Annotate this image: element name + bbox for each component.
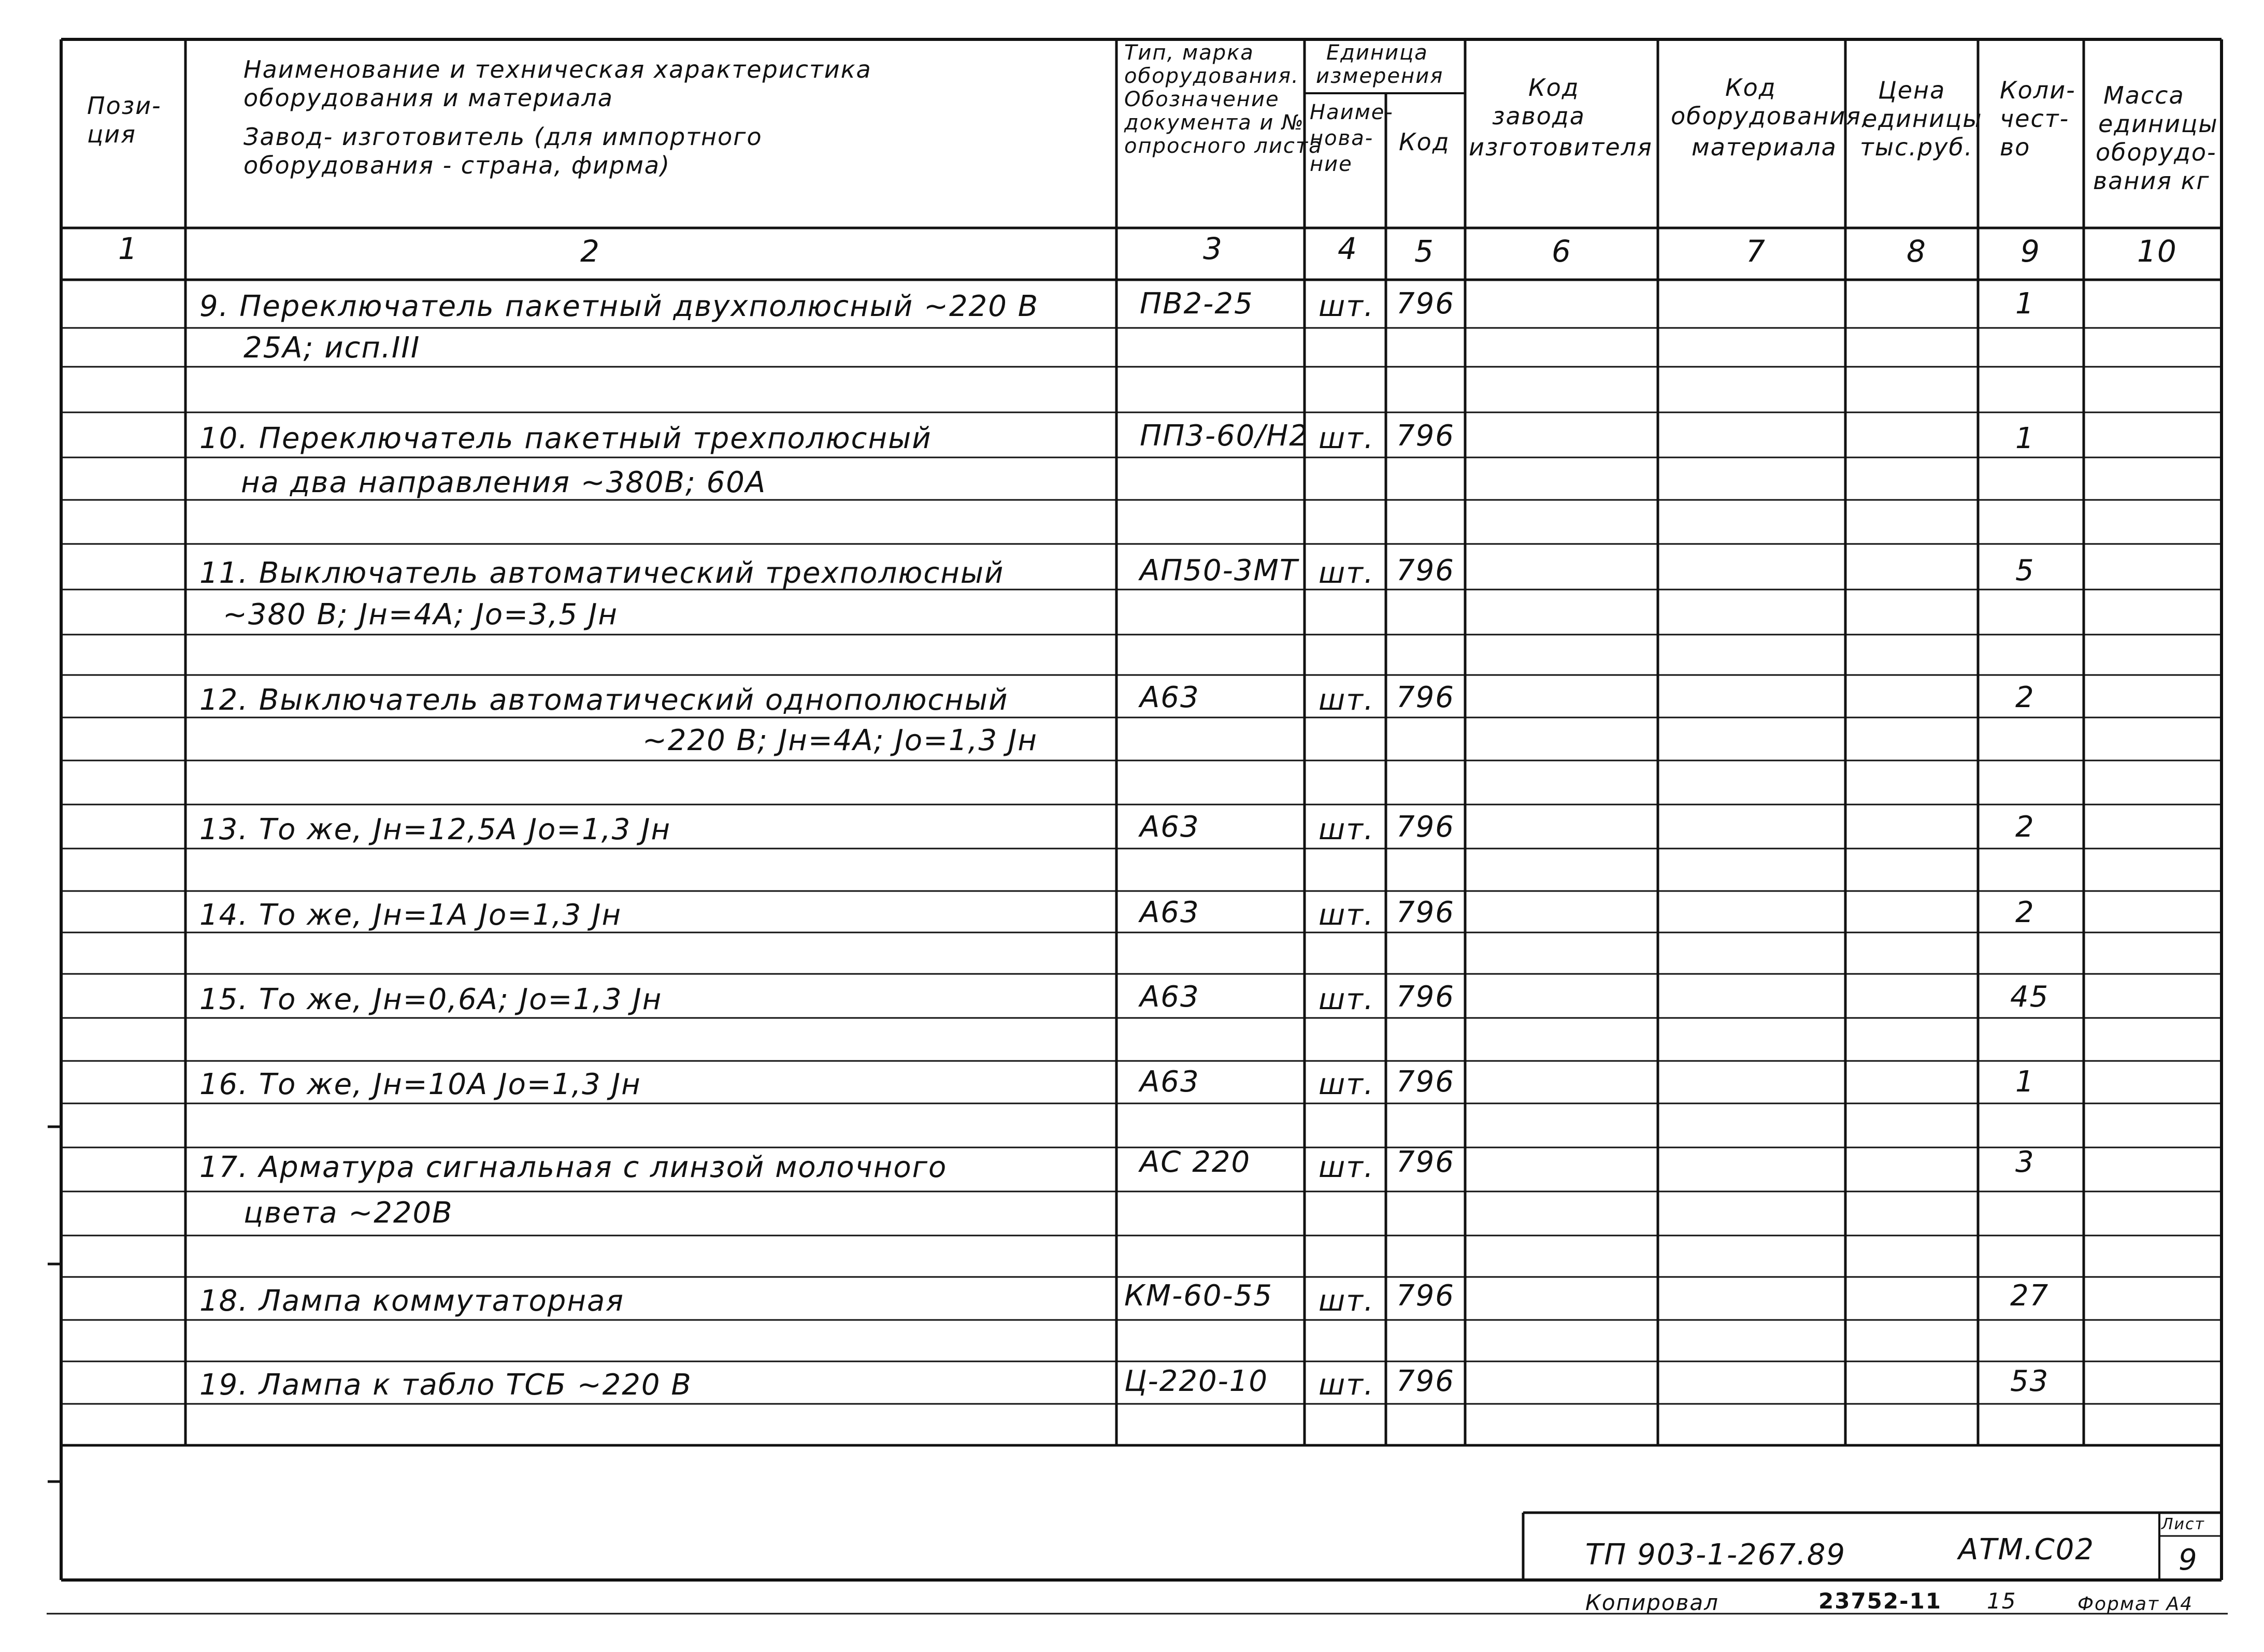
- item-unit-code: 796: [1396, 681, 1455, 714]
- page-count: 15: [1987, 1588, 2017, 1614]
- column-number: 4: [1338, 231, 1358, 266]
- item-name-continuation: 25А; исп.III: [243, 331, 421, 365]
- paper-format: Формат А4: [2077, 1593, 2194, 1615]
- document-code: ТП 903-1-267.89: [1585, 1538, 1846, 1572]
- copied-by: Копировал: [1585, 1590, 1719, 1615]
- table-body: [199, 287, 2049, 1402]
- item-unit: шт.: [1319, 290, 1374, 323]
- item-unit-code: 796: [1396, 810, 1455, 844]
- item-name: 9. Переключатель пакетный двухполюсный ~220 В: [199, 290, 1039, 323]
- item-type: А63: [1140, 980, 1200, 1014]
- column-number: 7: [1746, 234, 1766, 269]
- item-unit: шт.: [1319, 422, 1374, 455]
- table-row: [199, 1364, 2049, 1402]
- header-unit-group: Единица измерения: [1316, 41, 1444, 88]
- header-type: Тип, марка оборудования. Обозначение документа и № опросного листа: [1124, 41, 1323, 158]
- item-name-continuation: на два направления ~380В; 60А: [241, 466, 767, 499]
- item-unit: шт.: [1319, 683, 1374, 717]
- item-name: 18. Лампа коммутаторная: [199, 1284, 624, 1318]
- item-unit-code: 796: [1396, 1279, 1455, 1313]
- sheet-label: Лист: [2161, 1515, 2205, 1533]
- archive-number: 23752-11: [1818, 1588, 1942, 1614]
- item-unit-code: 796: [1396, 980, 1455, 1014]
- table-row: [199, 1279, 2049, 1318]
- column-number: 9: [2021, 234, 2041, 269]
- item-type: А63: [1140, 896, 1200, 929]
- item-unit-code: 796: [1396, 554, 1455, 587]
- item-quantity: 3: [2015, 1145, 2035, 1179]
- item-type: Ц-220-10: [1124, 1364, 1269, 1398]
- item-unit-code: 796: [1396, 896, 1455, 929]
- item-unit: шт.: [1319, 983, 1374, 1016]
- sheet-code: АТМ.С02: [1958, 1533, 2095, 1567]
- item-name: 14. То же, Jн=1А Jо=1,3 Jн: [199, 898, 622, 932]
- item-unit: шт.: [1319, 1151, 1374, 1184]
- item-unit-code: 796: [1396, 1364, 1455, 1398]
- item-name: 17. Арматура сигнальная с линзой молочного: [199, 1151, 948, 1184]
- item-quantity: 2: [2015, 810, 2035, 844]
- item-type: АС 220: [1140, 1145, 1251, 1179]
- item-type: ПП3-60/Н2: [1140, 419, 1309, 453]
- header-name: Наименование и техническая характеристика оборудования и материала Завод- изготовитель (для импортного оборудования - страна, фирма): [243, 55, 872, 179]
- item-type: КМ-60-55: [1124, 1279, 1273, 1313]
- item-unit: шт.: [1319, 1284, 1374, 1318]
- item-unit: шт.: [1319, 813, 1374, 846]
- item-type: А63: [1140, 1065, 1200, 1099]
- column-number: 5: [1414, 234, 1435, 269]
- column-number: 6: [1552, 234, 1572, 269]
- header-equipment-code: Код оборудования, материала: [1671, 74, 1870, 161]
- item-name: 16. То же, Jн=10А Jо=1,3 Jн: [199, 1068, 641, 1101]
- item-unit: шт.: [1319, 556, 1374, 590]
- item-type: АП50-3МТ: [1140, 554, 1299, 587]
- header-quantity: Коли- чест- во: [2000, 76, 2076, 161]
- item-name: 12. Выключатель автоматический однополюсный: [199, 683, 1009, 717]
- item-name: 19. Лампа к табло ТСБ ~220 В: [199, 1368, 692, 1402]
- item-unit: шт.: [1319, 1068, 1374, 1101]
- column-number: 3: [1203, 231, 1223, 266]
- item-quantity: 2: [2015, 681, 2035, 714]
- item-type: А63: [1140, 810, 1200, 844]
- item-name-continuation: цвета ~220В: [243, 1196, 453, 1230]
- header-manufacturer-code: Код завода изготовителя: [1469, 74, 1653, 161]
- item-quantity: 45: [2010, 980, 2050, 1014]
- item-quantity: 1: [2015, 1065, 2035, 1099]
- item-unit-code: 796: [1396, 1065, 1455, 1099]
- item-quantity: 1: [2015, 287, 2035, 321]
- item-quantity: 27: [2010, 1279, 2050, 1313]
- title-block: [1585, 1515, 2205, 1577]
- item-quantity: 2: [2015, 896, 2035, 929]
- sheet-number: 9: [2179, 1543, 2198, 1577]
- item-unit: шт.: [1319, 898, 1374, 932]
- column-numbers: [118, 231, 2177, 269]
- item-unit: шт.: [1319, 1368, 1374, 1402]
- header-price: Цена единицы тыс.руб.: [1860, 76, 1983, 161]
- column-number: 10: [2137, 234, 2177, 269]
- header-position: Пози- ция: [87, 92, 162, 148]
- item-name: 13. То же, Jн=12,5А Jо=1,3 Jн: [199, 813, 671, 846]
- item-name: 11. Выключатель автоматический трехполюсный: [199, 556, 1005, 590]
- column-number: 1: [118, 231, 138, 266]
- column-number: 8: [1907, 234, 1927, 269]
- header-mass: Масса единицы оборудо- вания кг: [2093, 81, 2218, 195]
- item-unit-code: 796: [1396, 419, 1455, 453]
- footer-stamp: [1585, 1588, 2193, 1615]
- header-unit-code: Код: [1399, 128, 1450, 156]
- item-quantity: 53: [2010, 1364, 2050, 1398]
- table-header: [87, 41, 2227, 195]
- item-type: ПВ2-25: [1140, 287, 1254, 321]
- item-name-continuation: ~220 В; Jн=4А; Jо=1,3 Jн: [642, 724, 1038, 757]
- column-number: 2: [580, 234, 600, 269]
- table-row: [199, 980, 2049, 1016]
- item-unit-code: 796: [1396, 1145, 1455, 1179]
- item-type: А63: [1140, 681, 1200, 714]
- item-name: 10. Переключатель пакетный трехполюсный: [199, 422, 932, 455]
- header-unit-name: Наиме- нова- ние: [1310, 100, 1394, 176]
- item-quantity: 1: [2015, 422, 2035, 455]
- item-quantity: 5: [2015, 554, 2035, 587]
- item-name-continuation: ~380 В; Jн=4А; Jо=3,5 Jн: [223, 598, 619, 631]
- item-unit-code: 796: [1396, 287, 1455, 321]
- item-name: 15. То же, Jн=0,6А; Jо=1,3 Jн: [199, 983, 663, 1016]
